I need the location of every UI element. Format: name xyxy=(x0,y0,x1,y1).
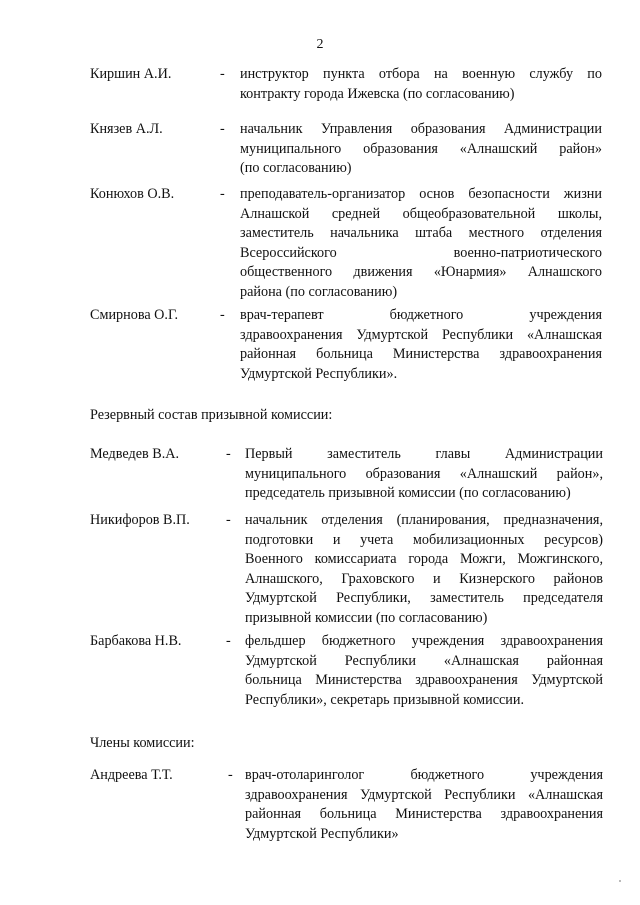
page-number: 2 xyxy=(316,37,324,52)
description-line: муниципального образования «Алнашский район», xyxy=(245,465,603,482)
description-line: преподаватель-организатор основ безопасности жизни xyxy=(240,186,602,202)
member-name: Князев А.Л. xyxy=(90,121,163,137)
member-description xyxy=(240,120,602,179)
description-line: Всероссийского военно-патриотического xyxy=(240,244,602,261)
description-line: начальник Управления образования Администрации xyxy=(240,121,602,137)
member-name: Андреева Т.Т. xyxy=(90,767,173,783)
description-line: врач-отоларинголог бюджетного учреждения xyxy=(245,767,603,783)
description-line: больница Министерства здравоохранения Удмуртской xyxy=(245,672,603,688)
description-line: района (по согласованию) xyxy=(240,283,398,300)
description-line: Алнашской средней общеобразовательной школы, xyxy=(240,205,602,222)
member-description xyxy=(240,65,602,104)
description-line: (по согласованию) xyxy=(240,160,352,176)
dash-separator: - xyxy=(220,121,225,137)
description-line: Удмуртской Республики, заместитель председателя xyxy=(245,590,603,606)
member-name: Киршин А.И. xyxy=(90,66,172,82)
dash-separator: - xyxy=(228,767,233,783)
reserve-section-heading: Резервный состав призывной комиссии: xyxy=(90,407,333,423)
member-description xyxy=(245,445,603,504)
scan-speck xyxy=(619,880,621,882)
description-line: муниципального образования «Алнашский район» xyxy=(240,140,602,157)
member-name: Медведев В.А. xyxy=(90,446,180,462)
dash-separator: - xyxy=(226,633,231,649)
members-section-heading: Члены комиссии: xyxy=(90,735,195,751)
description-line: Удмуртской Республики «Алнашская районная xyxy=(245,652,603,669)
description-line: инструктор пункта отбора на военную службу по xyxy=(240,66,602,82)
member-description xyxy=(240,306,602,384)
member-description xyxy=(245,766,603,844)
description-line: районная больница Министерства здравоохранения xyxy=(245,806,603,822)
description-line: Военного комиссариата города Можги, Можгинского, xyxy=(245,551,603,567)
member-name: Никифоров В.П. xyxy=(90,512,190,528)
description-line: подготовки и учета мобилизационных ресурсов) xyxy=(245,531,603,548)
dash-separator: - xyxy=(226,446,231,462)
member-description xyxy=(245,511,603,628)
member-description xyxy=(245,632,603,710)
dash-separator: - xyxy=(226,512,231,528)
member-name: Конюхов О.В. xyxy=(90,186,175,202)
description-line: Республики», секретарь призывной комиссии. xyxy=(245,691,525,708)
description-line: районная больница Министерства здравоохранения xyxy=(240,346,602,362)
dash-separator: - xyxy=(220,186,225,202)
description-line: Первый заместитель главы Администрации xyxy=(245,446,603,462)
description-line: контракту города Ижевска (по согласованию) xyxy=(240,85,515,102)
description-line: здравоохранения Удмуртской Республики «Алнашская xyxy=(245,786,603,803)
description-line: Удмуртской Республики» xyxy=(245,825,399,842)
description-line: заместитель начальника штаба местного отделения xyxy=(240,225,602,241)
member-name: Смирнова О.Г. xyxy=(90,307,179,323)
description-line: начальник отделения (планирования, предназначения, xyxy=(245,512,603,528)
description-line: фельдшер бюджетного учреждения здравоохранения xyxy=(245,633,603,649)
description-line: Удмуртской Республики». xyxy=(240,365,398,382)
description-line: врач-терапевт бюджетного учреждения xyxy=(240,307,602,323)
description-line: призывной комиссии (по согласованию) xyxy=(245,609,488,626)
description-line: председатель призывной комиссии (по согласованию) xyxy=(245,485,571,501)
dash-separator: - xyxy=(220,307,225,323)
description-line: Алнашского, Граховского и Кизнерского районов xyxy=(245,570,603,587)
member-name: Барбакова Н.В. xyxy=(90,633,182,649)
dash-separator: - xyxy=(220,66,225,82)
description-line: здравоохранения Удмуртской Республики «Алнашская xyxy=(240,326,602,343)
member-description xyxy=(240,185,602,302)
description-line: общественного движения «Юнармия» Алнашского xyxy=(240,264,602,280)
